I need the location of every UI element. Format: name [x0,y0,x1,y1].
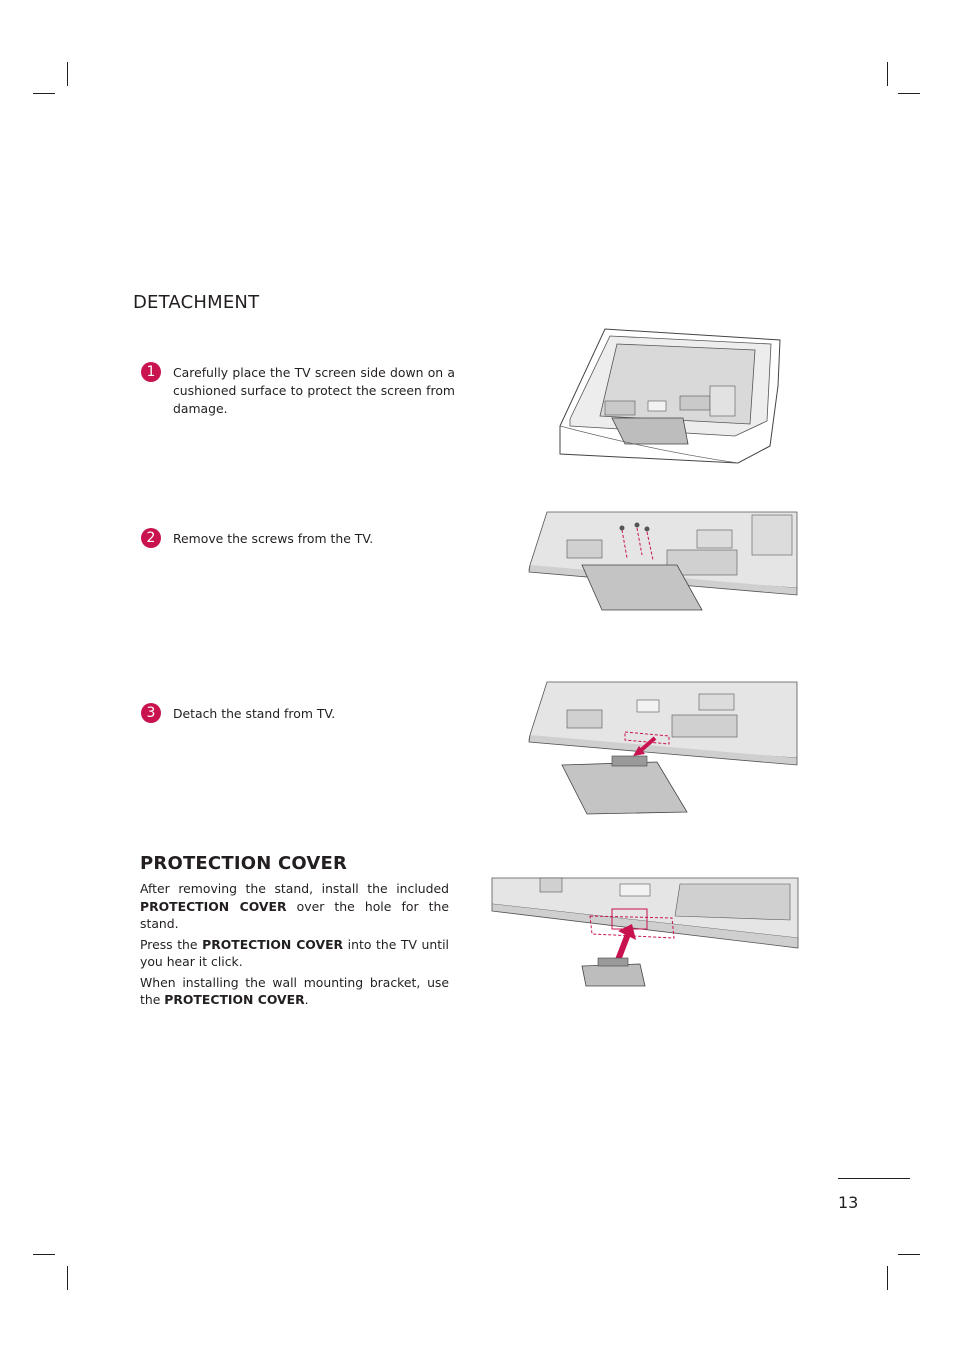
crop-mark [898,1254,920,1255]
crop-mark [33,93,55,94]
page-number: 13 [838,1193,859,1212]
step-number-badge: 2 [141,528,161,548]
protection-cover-body [140,880,449,1012]
remove-screws-illustration [527,510,799,618]
paragraph: When installing the wall mounting bracket, use the PROTECTION COVER. [140,974,449,1007]
protection-cover-illustration [490,876,800,988]
step-number-badge: 3 [141,703,161,723]
step-3 [141,705,455,723]
crop-mark [67,62,68,86]
detachment-title: DETACHMENT [133,292,260,313]
crop-mark [898,93,920,94]
protection-cover-title: PROTECTION COVER [140,853,348,874]
paragraph: After removing the stand, install the included PROTECTION COVER over the hole for the stand. [140,881,449,931]
crop-mark [887,62,888,86]
crop-mark [33,1254,55,1255]
paragraph: Press the PROTECTION COVER into the TV until you hear it click. [140,936,449,969]
step-number-badge: 1 [141,362,161,382]
crop-mark [67,1266,68,1290]
step-2 [141,530,455,548]
crop-mark [887,1266,888,1290]
step-text: Carefully place the TV screen side down on a cushioned surface to protect the screen from damage. [173,365,455,416]
step-text: Remove the screws from the TV. [173,531,374,546]
step-1 [141,364,455,418]
tv-facedown-illustration [555,326,785,466]
detach-stand-illustration [527,680,799,818]
step-text: Detach the stand from TV. [173,706,336,721]
page-number-rule [838,1178,910,1179]
